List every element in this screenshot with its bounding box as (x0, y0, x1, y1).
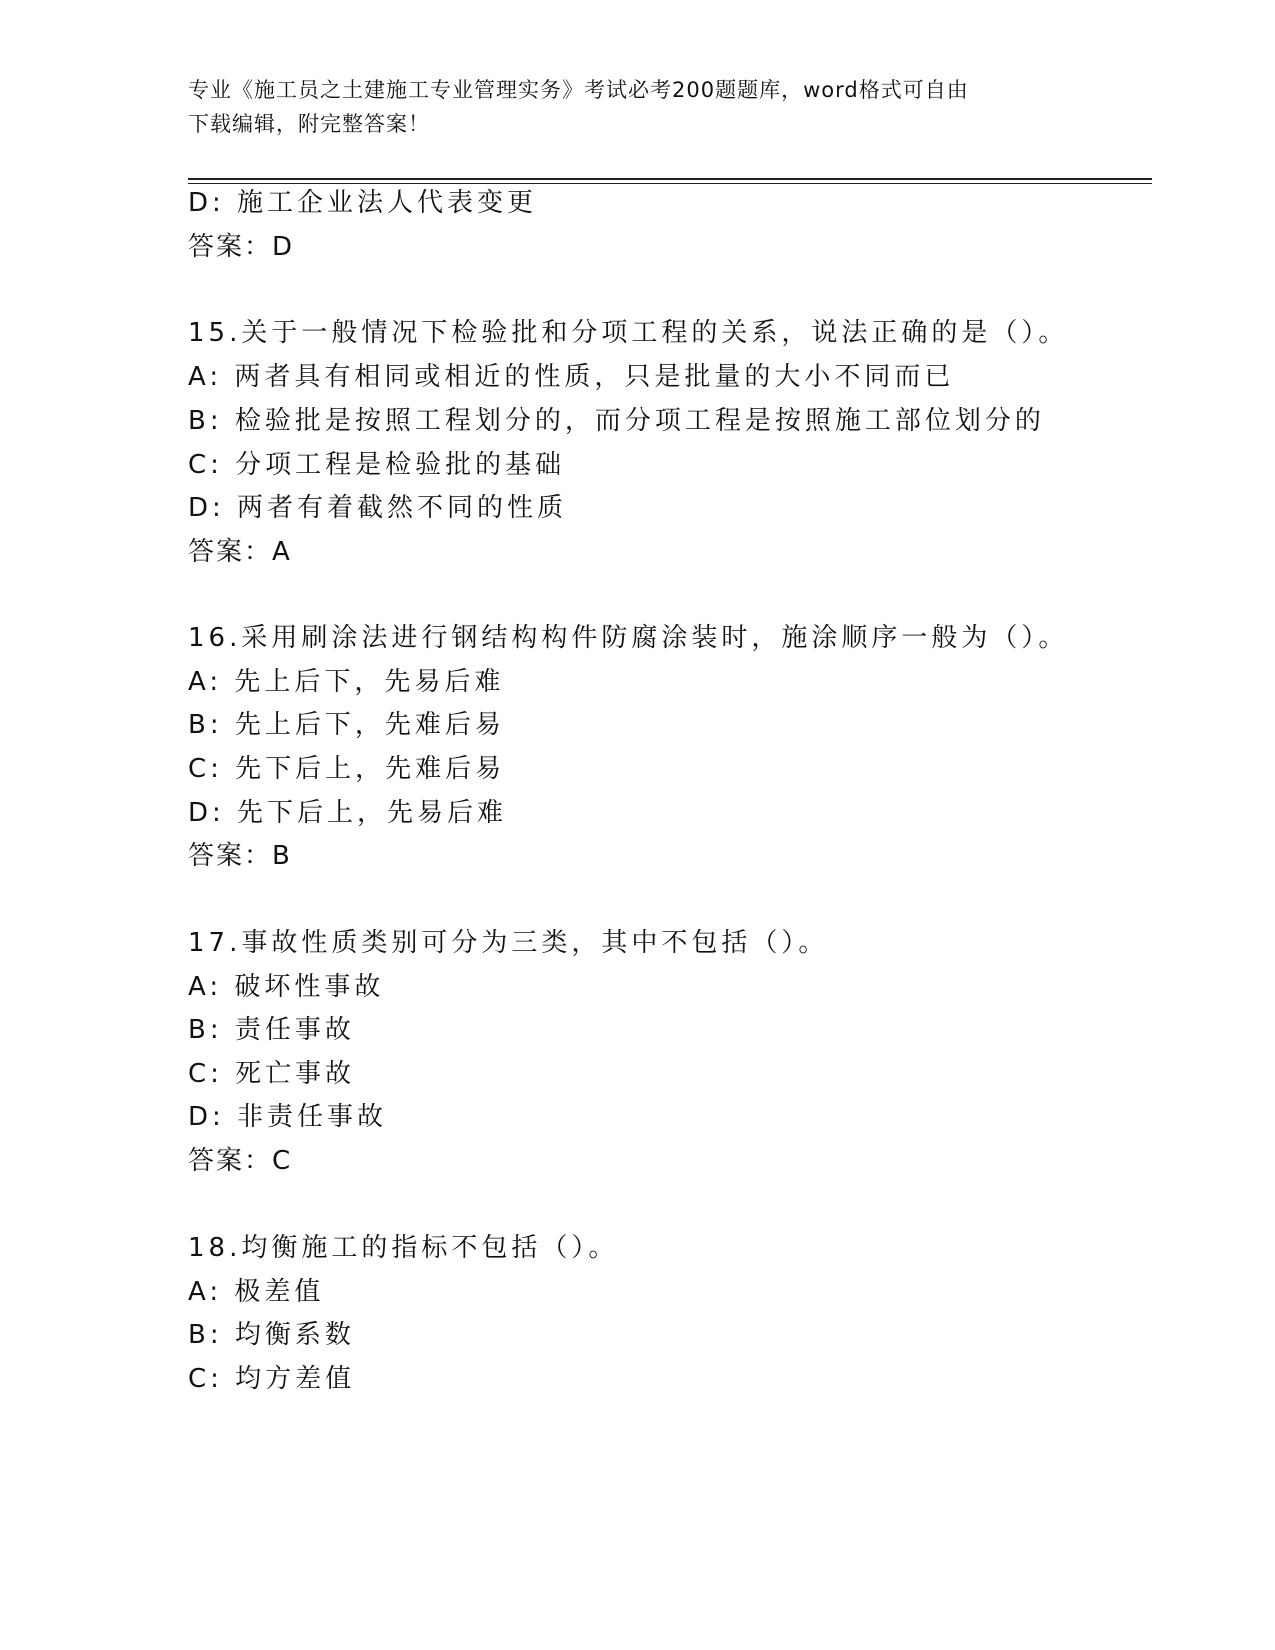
q17-option-a: A: 破坏性事故 (188, 972, 385, 1002)
q16-option-d: D: 先下后上，先易后难 (188, 798, 508, 828)
q17-answer: 答案：C (188, 1146, 293, 1176)
q18-option-c: C: 均方差值 (188, 1364, 356, 1394)
q18-stem: 18.均衡施工的指标不包括（）。 (188, 1233, 619, 1263)
header-divider-thick (188, 178, 1152, 180)
q16-answer: 答案：B (188, 841, 292, 871)
q18-option-a: A: 极差值 (188, 1277, 325, 1307)
q15-option-b: B: 检验批是按照工程划分的，而分项工程是按照施工部位划分的 (188, 406, 1045, 436)
prev-answer: 答案：D (188, 232, 295, 262)
q15-option-a: A: 两者具有相同或相近的性质，只是批量的大小不同而已 (188, 362, 955, 392)
q15-option-d: D: 两者有着截然不同的性质 (188, 493, 568, 523)
q15-stem: 15.关于一般情况下检验批和分项工程的关系，说法正确的是（）。 (188, 318, 1069, 348)
header-divider-thin (188, 183, 1152, 184)
q18-option-b: B: 均衡系数 (188, 1320, 355, 1350)
document-header (188, 73, 1088, 141)
q17-option-b: B: 责任事故 (188, 1015, 355, 1045)
q16-option-a: A: 先上后下，先易后难 (188, 667, 505, 697)
q17-option-d: D: 非责任事故 (188, 1102, 388, 1132)
header-line-2: 下载编辑，附完整答案！ (188, 112, 430, 136)
prev-option-d: D: 施工企业法人代表变更 (188, 188, 538, 218)
q15-option-c: C: 分项工程是检验批的基础 (188, 450, 566, 480)
q17-stem: 17.事故性质类别可分为三类，其中不包括（）。 (188, 928, 829, 958)
q16-stem: 16.采用刷涂法进行钢结构构件防腐涂装时，施涂顺序一般为（）。 (188, 623, 1069, 653)
q17-option-c: C: 死亡事故 (188, 1059, 356, 1089)
q15-answer: 答案：A (188, 537, 292, 567)
header-line-1: 专业《施工员之土建施工专业管理实务》考试必考200题题库，word格式可自由 (188, 78, 969, 102)
q16-option-c: C: 先下后上，先难后易 (188, 754, 506, 784)
q16-option-b: B: 先上后下，先难后易 (188, 710, 505, 740)
